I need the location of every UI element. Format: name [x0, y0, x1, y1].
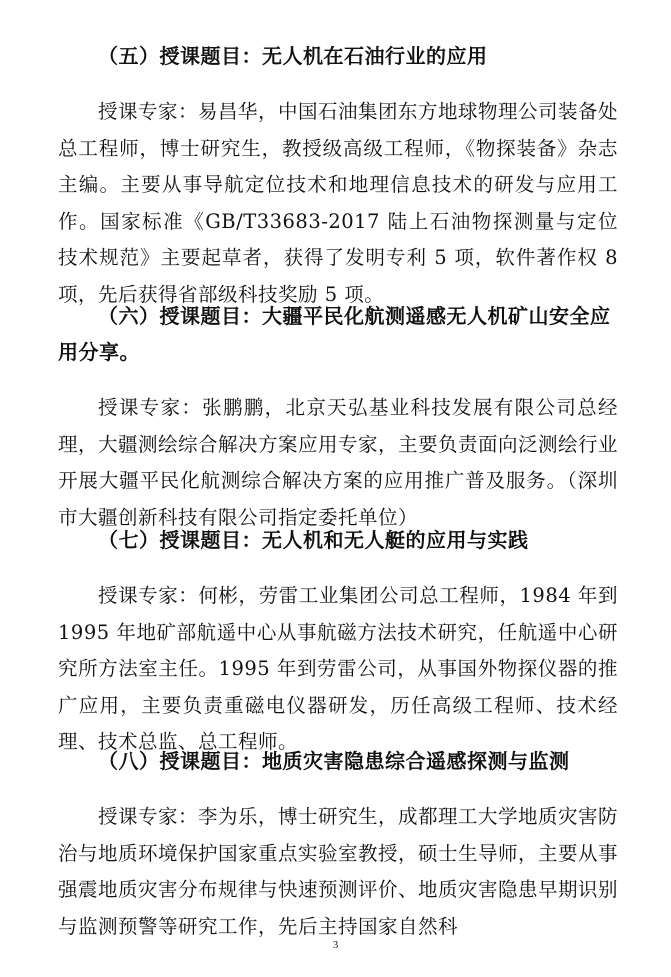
- section-body: 授课专家：何彬，劳雷工业集团公司总工程师，1984 年到 1995 年地矿部航遥中心从事航磁方法技术研究，任航遥中心研究所方法室主任。1995 年到劳雷公司，从事国外物探仪器的推广应用，主要负责重磁电仪器研发，历任高级工程师、技术经理、技术总监、总工程师。: [58, 584, 618, 754]
- section-heading: （八）授课题目：地质灾害隐患综合遥感探测与监测: [98, 749, 570, 773]
- section-heading: （七）授课题目：无人机和无人艇的应用与实践: [98, 528, 529, 552]
- page-number: 3: [332, 939, 339, 951]
- section-body: 授课专家：张鹏鹏，北京天弘基业科技发展有限公司总经理，大疆测绘综合解决方案应用专家，主要负责面向泛测绘行业开展大疆平民化航测综合解决方案的应用推广普及服务。（深圳市大疆创新科技有限公司指定委托单位）: [58, 396, 619, 529]
- section-heading: （六）授课题目：大疆平民化航测遥感无人机矿山安全应用分享。: [58, 304, 611, 364]
- section-body: 授课专家：易昌华，中国石油集团东方地球物理公司装备处总工程师，博士研究生，教授级高级工程师，《物探装备》杂志主编。主要从事导航定位技术和地理信息技术的研发与应用工作。国家标准《GB/T33683-2017 陆上石油物探测量与定位技术规范》主要起草者，获得了发明专利 5 项，软件著作权 8 项，先后获得省部级科技奖励 5 项。: [58, 100, 619, 306]
- section-eight: [58, 723, 618, 965]
- section-heading: （五）授课题目：无人机在石油行业的应用: [98, 44, 488, 68]
- section-body: 授课专家：李为乐，博士研究生，成都理工大学地质灾害防治与地质环境保护国家重点实验室教授，硕士生导师，主要从事强震地质灾害分布规律与快速预测评价、地质灾害隐患早期识别与监测预警等研究工作，先后主持国家自然科: [58, 805, 619, 938]
